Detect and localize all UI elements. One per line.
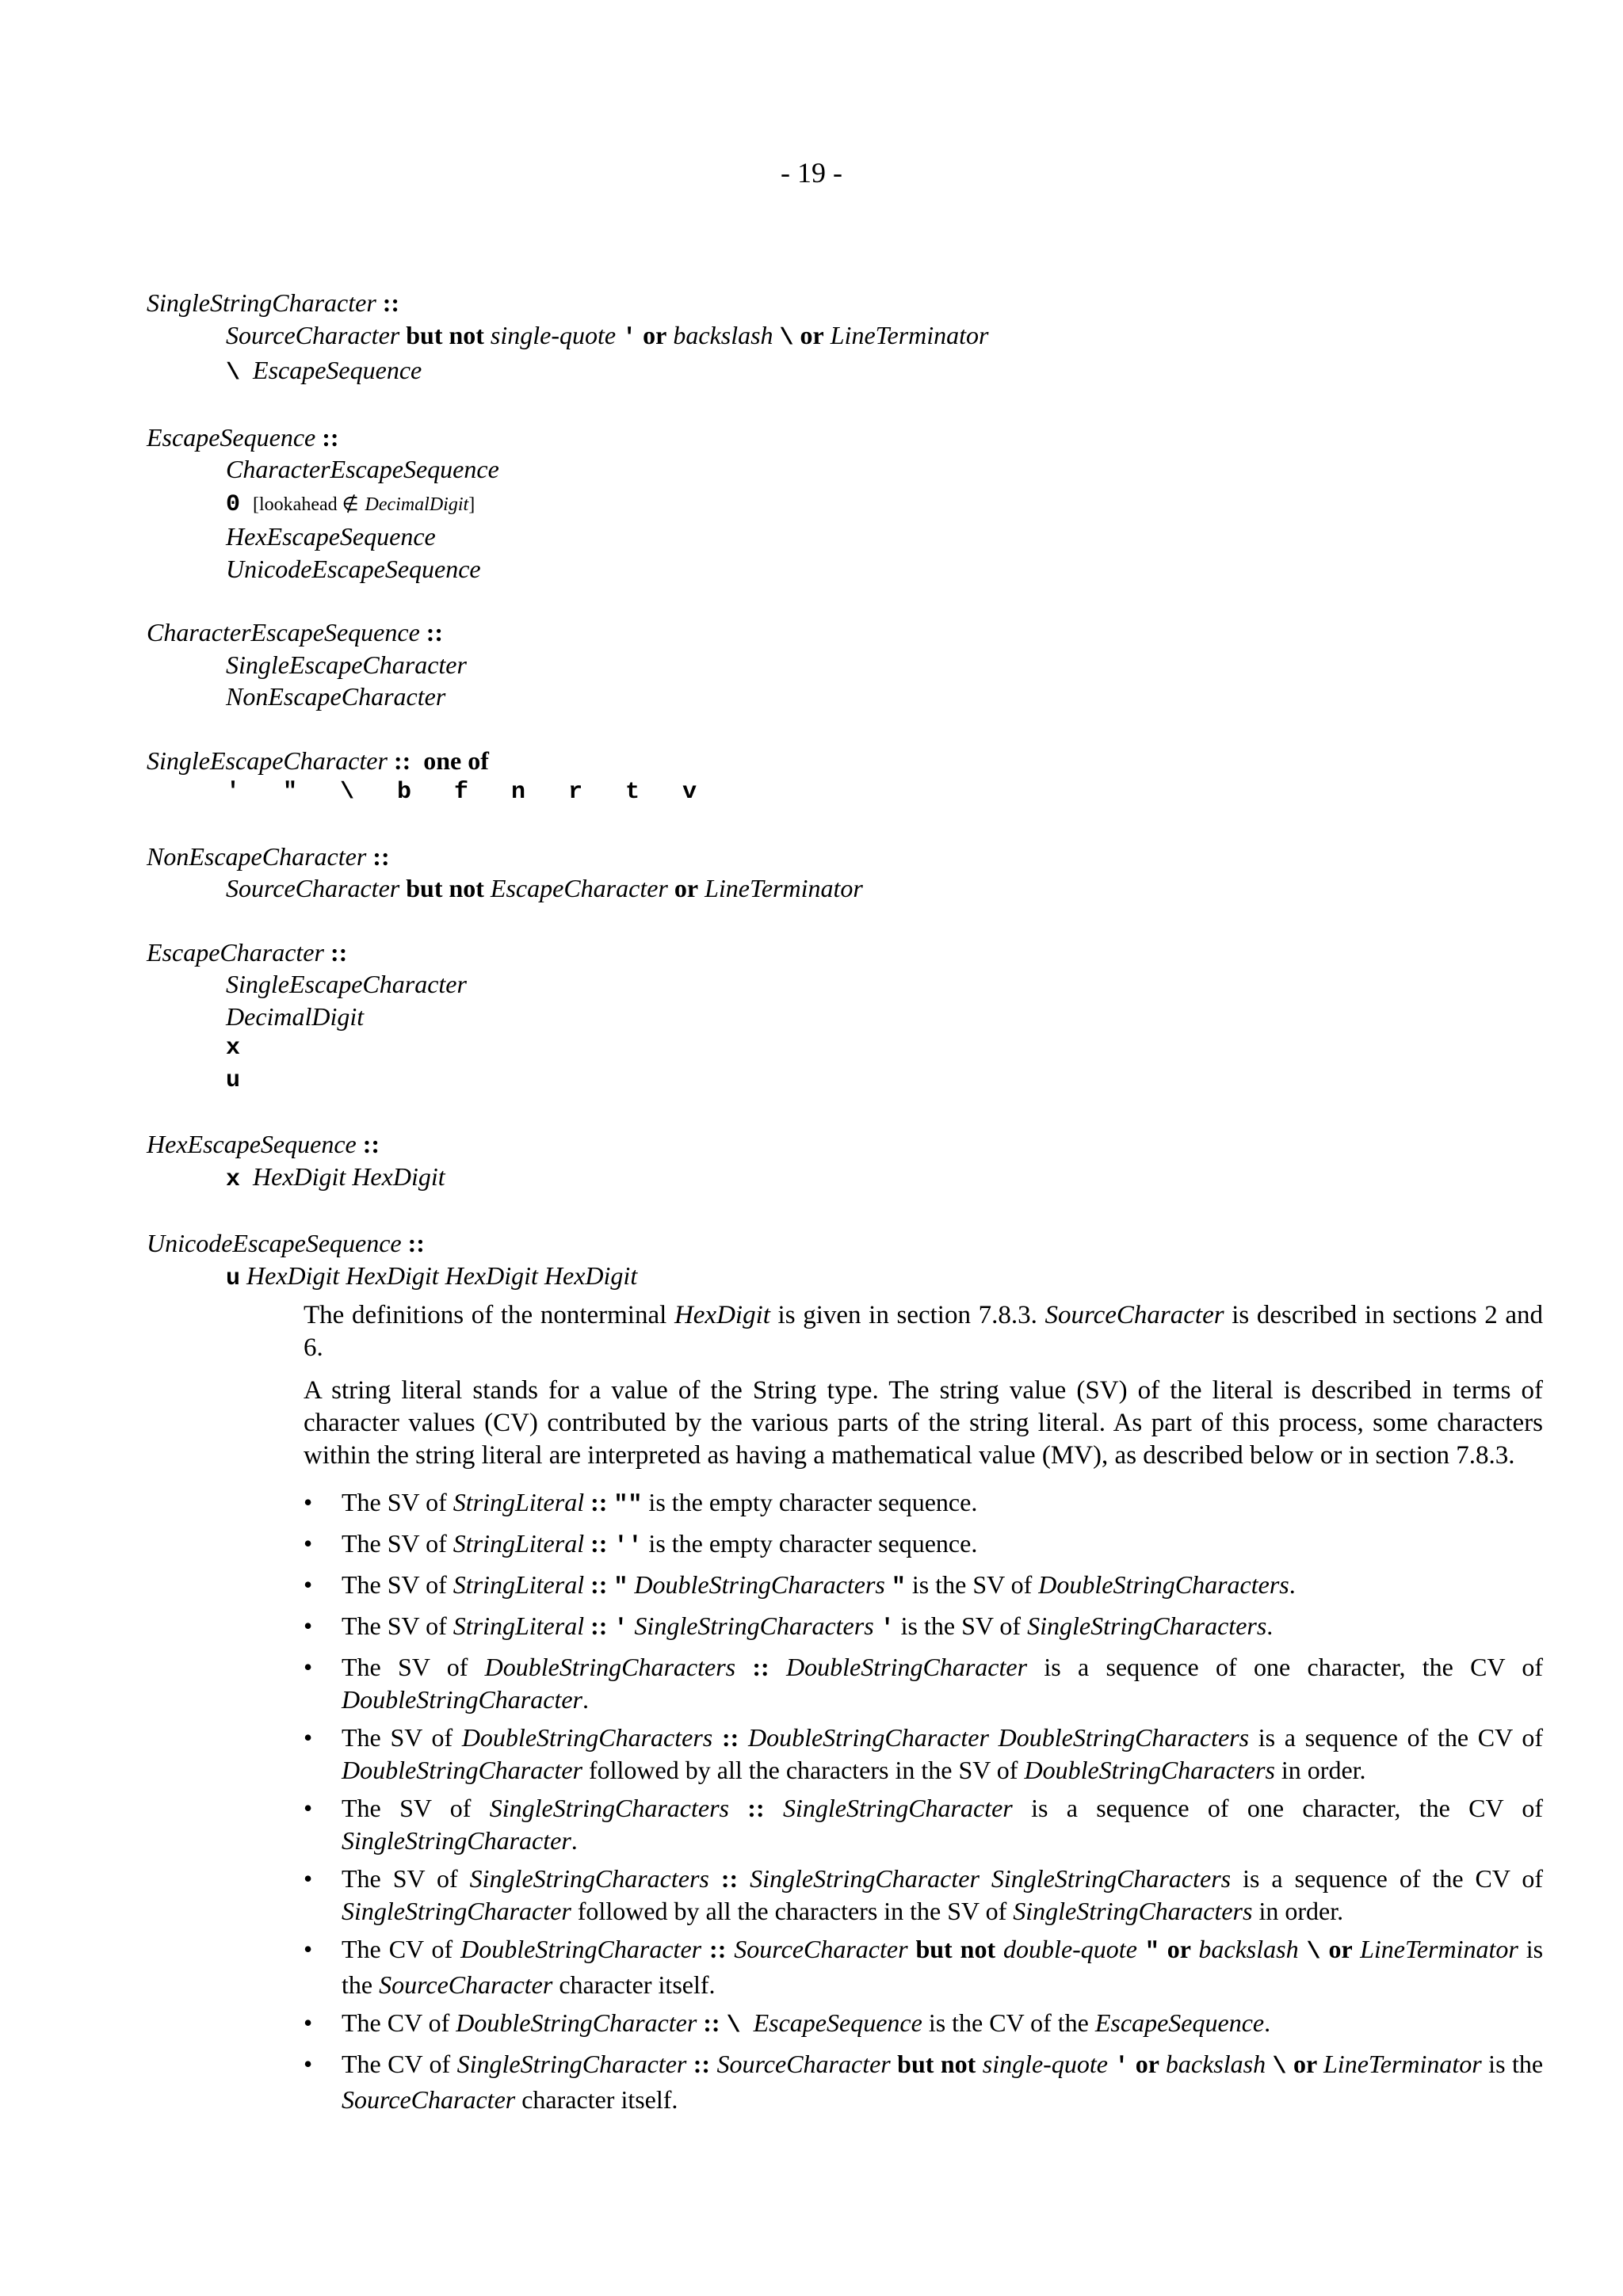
text-span: is the SV of (905, 1570, 1039, 1599)
text-span: HexDigit HexDigit (253, 1161, 445, 1191)
text-span: :: (382, 288, 400, 317)
text-span: followed by all the characters in the SV of (582, 1756, 1025, 1784)
bullet-icon: • (304, 1864, 313, 1893)
text-span: StringLiteral (453, 1570, 585, 1599)
text-span: SingleEscapeCharacter (147, 746, 388, 775)
production-rhs: ' " \ b f n r t v (226, 779, 697, 806)
text-span: " (613, 1574, 628, 1601)
production-single-escape-character (147, 745, 1541, 809)
text-span: character itself. (515, 2085, 678, 2114)
text-span: DecimalDigit (365, 494, 469, 515)
text-span: The SV of (342, 1529, 453, 1558)
text-span: EscapeSequence (147, 422, 316, 452)
text-span: is the empty character sequence. (642, 1488, 978, 1516)
text-span: SingleStringCharacter (456, 2050, 687, 2078)
text-span: SourceCharacter (734, 1935, 908, 1963)
text-span: . (1289, 1570, 1296, 1599)
text-span: or (1286, 2050, 1323, 2078)
bullet-icon: • (304, 1723, 313, 1752)
production-lhs (147, 287, 1541, 319)
text-span: but not (406, 874, 484, 902)
text-span: The CV of (342, 2050, 457, 2078)
text-span: EscapeSequence (1094, 2008, 1265, 2037)
text-span: or (1320, 1935, 1361, 1963)
text-span: " (891, 1574, 906, 1601)
production-rhs: SingleEscapeCharacter (226, 970, 467, 998)
list-item (304, 1651, 1543, 1716)
text-span: but not (406, 320, 484, 349)
text-span: \ (226, 360, 241, 387)
text-span: SingleStringCharacters (634, 1611, 874, 1640)
production-lhs (147, 1227, 1541, 1260)
production-lhs (147, 1128, 1541, 1161)
text-span: :: (697, 2008, 727, 2037)
text-span: . (582, 1685, 589, 1714)
bullet-icon: • (304, 1935, 313, 1963)
text-span: is a sequence of one character, the CV of (1027, 1653, 1544, 1681)
text-span: backslash (673, 320, 773, 349)
text-span: DoubleStringCharacter (342, 1685, 582, 1714)
list-item (304, 2007, 1543, 2042)
bullet-icon: • (304, 1611, 313, 1640)
text-span: is a sequence of the CV of (1249, 1723, 1544, 1752)
text-span: EscapeCharacter (490, 874, 668, 902)
production-rhs: UnicodeEscapeSequence (226, 554, 481, 583)
text-span: HexDigit (674, 1301, 770, 1329)
production-character-escape-sequence (147, 616, 1541, 713)
text-span: EscapeCharacter (147, 937, 324, 967)
text-span: NonEscapeCharacter (147, 841, 367, 871)
text-span: is the CV of the (922, 2008, 1095, 2037)
text-span: :: (686, 2050, 717, 2078)
text-span: LineTerminator (1360, 1935, 1518, 1963)
text-span: ' (1114, 2054, 1129, 2081)
bullet-icon: • (304, 1794, 313, 1822)
production-rhs (147, 354, 1541, 390)
text-span: SingleStringCharacters (489, 1794, 729, 1822)
text-span: is the (342, 1935, 1544, 1999)
list-item (304, 1527, 1543, 1563)
text-span: ' (622, 324, 637, 352)
text-span: or (643, 320, 667, 349)
text-span: [lookahead ∉ (253, 494, 359, 515)
bullet-icon: • (304, 1529, 313, 1558)
text-span: LineTerminator (1323, 2050, 1482, 2078)
text-span: SingleStringCharacter (342, 1826, 571, 1855)
text-span: :: (701, 1935, 735, 1963)
text-span: StringLiteral (453, 1611, 585, 1640)
text-span: SingleStringCharacter SingleStringCharacters (750, 1864, 1232, 1893)
production-non-escape-character (147, 841, 1541, 905)
text-span: DoubleStringCharacters (484, 1653, 736, 1681)
bullet-icon: • (304, 2050, 313, 2078)
text-span: is described in sections 2 and 6. (304, 1301, 1543, 1362)
bullet-list (304, 1486, 1543, 2116)
text-span: x (226, 1165, 241, 1193)
text-span: . (571, 1826, 578, 1855)
text-span: is given in section 7.8.3. (769, 1301, 1045, 1329)
list-item (304, 1722, 1543, 1787)
text-span: :: (584, 1488, 614, 1516)
text-span: followed by all the characters in the SV of (571, 1897, 1014, 1925)
text-span: SourceCharacter (226, 874, 400, 902)
text-span: DoubleStringCharacters (634, 1570, 885, 1599)
text-span: The SV of (342, 1864, 470, 1893)
production-rhs (147, 872, 1541, 905)
text-span: SourceCharacter (226, 320, 400, 349)
production-single-string-character (147, 287, 1541, 390)
text-span: :: (362, 1130, 380, 1158)
text-span: LineTerminator (705, 874, 863, 902)
production-rhs: CharacterEscapeSequence (226, 455, 499, 483)
text-span: SingleStringCharacter (147, 288, 376, 317)
bullet-icon: • (304, 1653, 313, 1681)
production-rhs (147, 319, 1541, 355)
text-span: backslash (1165, 2050, 1266, 2078)
text-span: SingleStringCharacter (782, 1794, 1013, 1822)
text-span: "" (613, 1492, 643, 1519)
production-rhs: NonEscapeCharacter (226, 682, 446, 711)
text-span: DoubleStringCharacters (1038, 1570, 1289, 1599)
text-span: \ (1306, 1939, 1321, 1966)
text-span: SingleStringCharacters (1027, 1611, 1267, 1640)
text-span: :: (712, 1723, 748, 1752)
text-span: backslash (1198, 1935, 1299, 1963)
production-rhs: x (226, 1035, 241, 1062)
text-span: SingleStringCharacters (469, 1864, 709, 1893)
list-item (304, 1610, 1543, 1646)
text-span: StringLiteral (453, 1488, 585, 1516)
text-span: The CV of (342, 2008, 456, 2037)
text-span: in order. (1274, 1756, 1366, 1784)
text-span: SourceCharacter (342, 2085, 516, 2114)
text-span: . (1266, 1611, 1274, 1640)
production-rhs: DecimalDigit (226, 1001, 365, 1031)
text-span: DoubleStringCharacters (461, 1723, 713, 1752)
text-span: :: (407, 1229, 425, 1257)
list-item (304, 2048, 1543, 2116)
text-span: :: (584, 1570, 614, 1599)
text-span: or (674, 874, 699, 902)
text-span: The SV of (342, 1794, 490, 1822)
text-span: in order. (1252, 1897, 1344, 1925)
text-span: DoubleStringCharacter (342, 1756, 582, 1784)
text-span: is the SV of (894, 1611, 1028, 1640)
production-lhs (147, 616, 1541, 649)
text-span: SingleStringCharacters (1013, 1897, 1253, 1925)
text-span: character itself. (552, 1970, 716, 1999)
grammar-section (147, 287, 1541, 1326)
text-span: HexDigit HexDigit HexDigit HexDigit (246, 1261, 638, 1290)
text-span: :: (735, 1653, 787, 1681)
text-span: SourceCharacter (379, 1970, 553, 1999)
bullet-icon: • (304, 1570, 313, 1599)
paragraph (304, 1299, 1543, 1364)
text-span: is the (1481, 2050, 1544, 2078)
text-span: The CV of (342, 1935, 461, 1963)
text-span: EscapeSequence (753, 2008, 922, 2037)
text-span: The SV of (342, 1653, 485, 1681)
text-span: The definitions of the nonterminal (304, 1301, 674, 1329)
text-span: The SV of (342, 1570, 453, 1599)
text-span: :: (372, 841, 390, 871)
list-item (304, 1933, 1543, 2001)
text-span: :: (584, 1611, 614, 1640)
production-lhs (147, 745, 1541, 777)
production-escape-character (147, 936, 1541, 1097)
text-span: EscapeSequence (253, 356, 422, 384)
text-span: \ (779, 324, 794, 352)
text-span: " (1144, 1939, 1159, 1966)
text-span: . (1264, 2008, 1271, 2037)
text-span: 0 (226, 490, 241, 518)
production-rhs: HexEscapeSequence (226, 522, 436, 551)
text-span: is a sequence of one character, the CV of (1012, 1794, 1544, 1822)
production-rhs: u (226, 1066, 241, 1094)
text-span: HexEscapeSequence (147, 1130, 357, 1158)
text-span: u (226, 1264, 241, 1292)
text-span: The SV of (342, 1488, 453, 1516)
text-span: double-quote (1003, 1935, 1137, 1963)
text-span: LineTerminator (830, 320, 989, 349)
text-span: UnicodeEscapeSequence (147, 1229, 402, 1257)
text-span: StringLiteral (453, 1529, 585, 1558)
text-span: The SV of (342, 1723, 462, 1752)
list-item (304, 1863, 1543, 1928)
production-lhs (147, 421, 1541, 454)
text-span: is the empty character sequence. (642, 1529, 978, 1558)
list-item (304, 1792, 1543, 1857)
text-span: :: (584, 1529, 614, 1558)
text-span: DoubleStringCharacters (1024, 1756, 1275, 1784)
text-span: The SV of (342, 1611, 453, 1640)
text-span: one of (423, 746, 489, 775)
text-span: :: (728, 1794, 783, 1822)
text-span: DoubleStringCharacter (460, 1935, 702, 1963)
text-span: DoubleStringCharacter (786, 1653, 1028, 1681)
text-span: or (800, 320, 824, 349)
text-span: \ (726, 2012, 741, 2039)
text-span: ' (880, 1615, 895, 1642)
paragraph: A string literal stands for a value of the String type. The string value (SV) of the literal is described in terms of character values (CV) contributed by the various parts of the string literal. As part of this process, some characters within the string literal are interpreted as having a mathematical value (MV), as described below or in section 7.8.3. (304, 1376, 1543, 1470)
text-span: :: (393, 746, 411, 775)
text-span: DoubleStringCharacter DoubleStringCharacters (747, 1723, 1250, 1752)
text-span: but not (907, 1935, 1004, 1963)
production-lhs (147, 936, 1541, 969)
text-span: :: (426, 618, 444, 646)
text-span: SourceCharacter (1044, 1301, 1224, 1329)
production-unicode-escape-sequence (147, 1227, 1541, 1295)
production-lhs (147, 841, 1541, 873)
text-span: or (1128, 2050, 1166, 2078)
text-span: \ (1272, 2054, 1287, 2081)
text-span: or (1159, 1935, 1199, 1963)
list-item (304, 1486, 1543, 1522)
bullet-icon: • (304, 2008, 313, 2037)
production-escape-sequence (147, 421, 1541, 585)
list-item (304, 1569, 1543, 1604)
text-span: '' (613, 1533, 643, 1560)
bullet-icon: • (304, 1488, 313, 1516)
production-hex-escape-sequence (147, 1128, 1541, 1196)
production-rhs (147, 1161, 1541, 1196)
text-span: :: (708, 1864, 750, 1893)
text-span: :: (330, 937, 348, 967)
text-span: is a sequence of the CV of (1231, 1864, 1544, 1893)
text-span: CharacterEscapeSequence (147, 618, 420, 646)
text-span: ' (613, 1615, 628, 1642)
text-span: :: (322, 422, 339, 452)
production-rhs (147, 486, 1541, 521)
prose-section (304, 1299, 1543, 2122)
text-span: single-quote (982, 2050, 1108, 2078)
text-span: ] (468, 494, 475, 515)
text-span: SingleStringCharacter (342, 1897, 571, 1925)
page-number: - 19 - (781, 157, 842, 189)
text-span: SourceCharacter (716, 2050, 891, 2078)
production-rhs (147, 1260, 1541, 1295)
text-span: but not (890, 2050, 983, 2078)
production-rhs: SingleEscapeCharacter (226, 650, 467, 679)
text-span: single-quote (490, 320, 617, 349)
text-span: DoubleStringCharacter (456, 2008, 697, 2037)
